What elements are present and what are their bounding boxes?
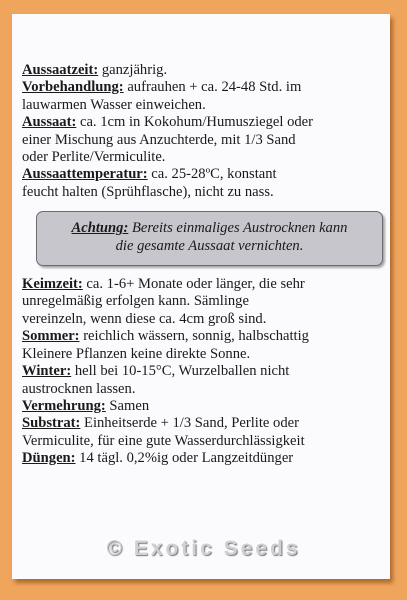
sommer-line <box>22 328 382 345</box>
substrat-text: Einheitserde + 1/3 Sand, Perlite oder <box>80 415 299 432</box>
keimzeit-line <box>22 276 382 293</box>
aussaat-text-3: oder Perlite/Vermiculite. <box>22 149 166 166</box>
vermehrung-text: Samen <box>105 397 150 414</box>
warning-box <box>36 211 383 266</box>
keimzeit-text-3: vereinzeln, wenn diese ca. 4cm groß sind. <box>22 310 267 327</box>
aussaattemperatur-text-2: feucht halten (Sprühflasche), nicht zu nass. <box>22 183 274 200</box>
vorbehandlung-term: Vorbehandlung: <box>22 79 124 96</box>
sommer-text: reichlich wässern, sonnig, halbschattig <box>79 328 309 345</box>
vermehrung-term: Vermehrung: <box>22 397 106 414</box>
keimzeit-term: Keimzeit: <box>22 276 83 293</box>
warning-line <box>41 220 378 237</box>
achtung-text: Bereits einmaliges Austrocknen kann <box>128 220 348 237</box>
winter-line <box>22 363 382 380</box>
aussaat-term: Aussaat: <box>22 114 77 131</box>
vorbehandlung-line <box>22 79 382 96</box>
sommer-term: Sommer: <box>22 328 80 345</box>
aussaat-text: ca. 1cm in Kokohum/Humusziegel oder <box>76 114 314 131</box>
aussaatzeit-line <box>22 62 382 79</box>
aussaattemperatur-term: Aussaattemperatur: <box>22 166 148 183</box>
keimzeit-text: ca. 1-6+ Monate oder länger, die sehr <box>82 276 305 293</box>
keimzeit-text-2: unregelmäßig erfolgen kann. Sämlinge <box>22 293 249 310</box>
aussaattemperatur-line <box>22 166 382 183</box>
winter-text-2: austrocknen lassen. <box>22 380 136 397</box>
achtung-text-2: die gesamte Aussaat vernichten. <box>115 237 304 254</box>
substrat-line <box>22 415 382 432</box>
instruction-text <box>22 62 382 468</box>
winter-term: Winter: <box>22 363 72 380</box>
achtung-term: Achtung: <box>71 220 129 237</box>
vorbehandlung-text-2: lauwarmen Wasser einweichen. <box>22 96 206 113</box>
duengen-line <box>22 450 382 467</box>
substrat-text-2: Vermiculite, für eine gute Wasserdurchlässigkeit <box>22 432 305 449</box>
vorbehandlung-text: aufrauhen + ca. 24-48 Std. im <box>123 79 302 96</box>
duengen-term: Düngen: <box>22 450 76 467</box>
vermehrung-line <box>22 398 382 415</box>
aussaatzeit-term: Aussaatzeit: <box>22 62 99 78</box>
sommer-text-2: Kleinere Pflanzen keine direkte Sonne. <box>22 345 251 362</box>
duengen-text: 14 tägl. 0,2%ig oder Langzeitdünger <box>75 450 294 467</box>
copyright-watermark: © Exotic Seeds <box>106 537 301 560</box>
substrat-term: Substrat: <box>22 415 81 432</box>
aussaat-line <box>22 114 382 131</box>
aussaatzeit-text: ganzjährig. <box>98 62 168 78</box>
aussaat-text-2: einer Mischung aus Anzuchterde, mit 1/3 Sand <box>22 131 296 148</box>
aussaattemperatur-text: ca. 25-28ºC, konstant <box>147 166 277 183</box>
winter-text: hell bei 10-15°C, Wurzelballen nicht <box>71 363 290 380</box>
